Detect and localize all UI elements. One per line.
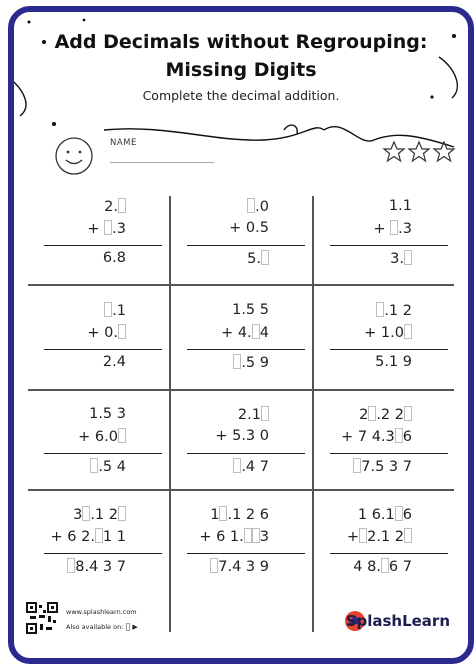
website-url[interactable]: www.splashlearn.com: [66, 608, 137, 616]
missing-digit-box[interactable]: [82, 506, 90, 521]
worksheet: [8, 6, 474, 664]
missing-digit-box[interactable]: [67, 558, 75, 573]
missing-digit-box[interactable]: [395, 506, 403, 521]
page-title: [14, 28, 468, 84]
missing-digit-box[interactable]: [210, 558, 218, 573]
addend-bottom: + 6 2. 1 1: [50, 529, 126, 545]
sum-row: .5 9: [171, 354, 313, 376]
addition-problem: [314, 492, 456, 592]
missing-digit-box[interactable]: [233, 458, 241, 473]
missing-digit-box[interactable]: [104, 302, 112, 317]
missing-digit-box[interactable]: [118, 198, 126, 213]
footer: [14, 598, 468, 658]
smiley-face-icon: [54, 136, 94, 176]
addend-bottom: + 6.0: [28, 428, 170, 450]
missing-digit-box[interactable]: [261, 406, 269, 421]
missing-digit-box[interactable]: [353, 458, 361, 473]
missing-digit-box[interactable]: [90, 458, 98, 473]
addend-top: 2.: [28, 198, 170, 220]
missing-digit-box[interactable]: [404, 250, 412, 265]
addition-problem: [171, 392, 313, 492]
sum-row: 2.4: [102, 354, 126, 370]
brand-name: SplashLearn: [345, 612, 450, 630]
addend-bottom: + 1.0: [314, 324, 456, 346]
addend-top: 1 .1 2 6: [210, 507, 269, 523]
addition-problem: [314, 288, 456, 388]
addend-bottom: + 0.: [28, 324, 170, 346]
addition-problem: [28, 492, 170, 592]
name-label: NAME: [110, 138, 137, 148]
sum-line: [44, 453, 162, 454]
available-on: [66, 622, 138, 631]
missing-digit-box[interactable]: [390, 220, 398, 235]
sum-line: [330, 349, 448, 350]
sum-row: 7.5 3 7: [314, 458, 456, 480]
star-icon: [409, 142, 429, 161]
addend-bottom: + 4. 4: [221, 325, 269, 341]
missing-digit-box[interactable]: [95, 528, 103, 543]
addend-bottom: + 0.5: [229, 220, 269, 236]
addition-problem: [314, 392, 456, 492]
sum-row: 3.: [314, 250, 456, 272]
missing-digit-box[interactable]: [233, 354, 241, 369]
title-line-2: Missing Digits: [165, 59, 317, 81]
missing-digit-box[interactable]: [359, 528, 367, 543]
addend-bottom: + 7 4.3 6: [341, 429, 412, 445]
missing-digit-box[interactable]: [118, 428, 126, 443]
addend-top: 3 .1 2: [28, 506, 170, 528]
rating-stars: [382, 140, 462, 166]
star-icon: [434, 142, 454, 161]
addend-top: .0: [171, 198, 313, 220]
missing-digit-box[interactable]: [244, 528, 252, 543]
addend-bottom: + 2.1 2: [314, 528, 456, 550]
sum-row: 6.8: [102, 250, 126, 266]
addition-problem: [171, 288, 313, 388]
missing-digit-box[interactable]: [219, 506, 227, 521]
missing-digit-box[interactable]: [261, 250, 269, 265]
instructions: Complete the decimal addition.: [142, 88, 340, 103]
addend-top: .1: [28, 302, 170, 324]
sum-line: [44, 349, 162, 350]
addition-problem: [171, 184, 313, 284]
sum-line: [187, 245, 305, 246]
addition-problem: [314, 184, 456, 284]
missing-digit-box[interactable]: [247, 198, 255, 213]
addend-bottom: + .3: [87, 221, 126, 237]
addition-problem: [171, 492, 313, 592]
missing-digit-box[interactable]: [252, 528, 260, 543]
addend-top: 1 6.1 6: [357, 507, 412, 523]
addend-top: 2 .2 2: [314, 406, 456, 428]
sum-row: .5 4: [28, 458, 170, 480]
sum-line: [44, 553, 162, 554]
addend-top: 1.1: [388, 198, 412, 214]
sum-line: [187, 349, 305, 350]
addend-top: 2.1: [171, 406, 313, 428]
problem-grid: [28, 184, 454, 632]
sum-line: [330, 453, 448, 454]
missing-digit-box[interactable]: [381, 558, 389, 573]
missing-digit-box[interactable]: [404, 406, 412, 421]
sum-row: .4 7: [171, 458, 313, 480]
missing-digit-box[interactable]: [404, 324, 412, 339]
addend-top: 1.5 3: [89, 406, 126, 422]
sum-line: [187, 453, 305, 454]
title-line-1: Add Decimals without Regrouping:: [54, 31, 428, 53]
addition-problem: [28, 288, 170, 388]
missing-digit-box[interactable]: [368, 406, 376, 421]
available-label: Also available on:: [66, 623, 124, 631]
sum-line: [44, 245, 162, 246]
missing-digit-box[interactable]: [376, 302, 384, 317]
addend-bottom: + 6 1. 3: [199, 529, 269, 545]
addend-bottom: + 5.3 0: [215, 428, 269, 444]
missing-digit-box[interactable]: [252, 324, 260, 339]
grid-divider: [28, 389, 454, 391]
sum-line: [330, 245, 448, 246]
addition-problem: [28, 184, 170, 284]
missing-digit-box[interactable]: [118, 324, 126, 339]
sum-row: 5.: [171, 250, 313, 272]
addend-bottom: + .3: [373, 221, 412, 237]
sum-row: 8.4 3 7: [28, 558, 170, 580]
sum-row: 4 8. 6 7: [353, 559, 412, 575]
play-store-icon: ▶: [125, 623, 131, 631]
sum-row: 7.4 3 9: [171, 558, 313, 580]
name-field[interactable]: [110, 162, 214, 163]
qr-code-icon: [26, 602, 58, 634]
missing-digit-box[interactable]: [404, 528, 412, 543]
missing-digit-box[interactable]: [104, 220, 112, 235]
addend-top: .1 2: [314, 302, 456, 324]
addend-top: 1.5 5: [232, 302, 269, 318]
sum-line: [330, 553, 448, 554]
apple-icon: [125, 622, 130, 631]
missing-digit-box[interactable]: [395, 428, 403, 443]
sum-row: 5.1 9: [375, 354, 412, 370]
addition-problem: [28, 392, 170, 492]
star-icon: [384, 142, 404, 161]
sum-line: [187, 553, 305, 554]
missing-digit-box[interactable]: [118, 506, 126, 521]
grid-divider: [28, 284, 454, 286]
